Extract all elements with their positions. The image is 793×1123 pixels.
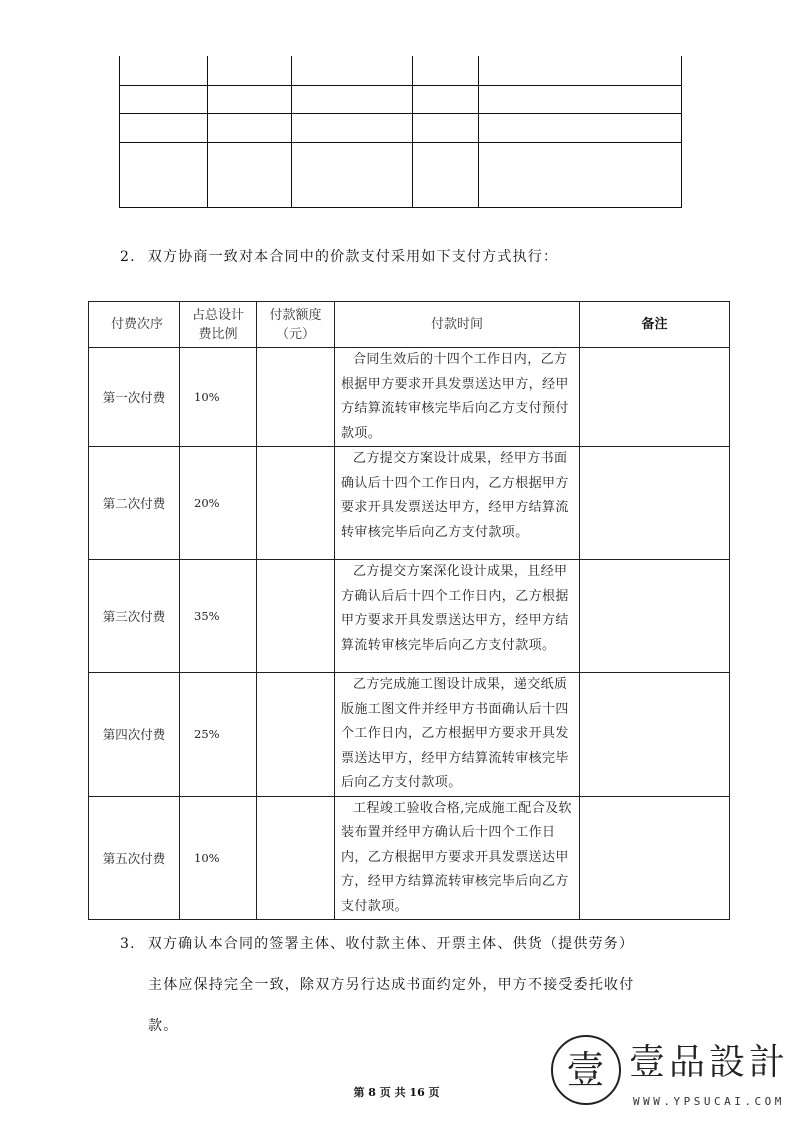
- payment-time: 合同生效后的十四个工作日内，乙方根据甲方要求开具发票送达甲方，经甲方结算流转审核完毕后向乙方支付预付款项。: [335, 348, 580, 447]
- payment-amount: [257, 560, 335, 673]
- payment-amount: [257, 673, 335, 797]
- header-amount: 付款额度（元）: [257, 302, 335, 348]
- table-row: [89, 796, 730, 920]
- table-row: [89, 560, 730, 673]
- payment-time: 乙方提交方案设计成果，经甲方书面确认后十四个工作日内，乙方根据甲方要求开具发票送达甲方，经甲方结算流转审核完毕后向乙方支付款项。: [335, 447, 580, 560]
- table-row: [89, 348, 730, 447]
- clause-2-number: 2.: [120, 249, 136, 265]
- watermark-url: WWW.YPSUCAI.COM: [633, 1095, 785, 1108]
- payment-time: 乙方完成施工图设计成果，递交纸质版施工图文件并经甲方书面确认后十四个工作日内，乙方根据甲方要求开具发票送达甲方，经甲方结算流转审核完毕后向乙方支付款项。: [335, 673, 580, 797]
- previous-table-continuation: [119, 56, 682, 208]
- clause-3-text-line-2: 主体应保持完全一致，除双方另行达成书面约定外，甲方不接受委托收付: [148, 977, 635, 993]
- payment-order: 第一次付费: [89, 348, 180, 447]
- payment-remark: [580, 348, 730, 447]
- payment-order: 第四次付费: [89, 673, 180, 797]
- payment-remark: [580, 673, 730, 797]
- clause-3-number: 3.: [120, 936, 136, 952]
- table-row: [89, 447, 730, 560]
- clause-2-text: 双方协商一致对本合同中的价款支付采用如下支付方式执行：: [147, 249, 559, 265]
- payment-remark: [580, 796, 730, 920]
- seal-glyph: 壹: [566, 1048, 605, 1092]
- payment-order: 第五次付费: [89, 796, 180, 920]
- header-ratio: 占总设计费比例: [180, 302, 257, 348]
- page-footer: 第 8 页 共 16 页: [353, 1086, 440, 1099]
- table-row: [89, 673, 730, 797]
- header-order: 付费次序: [89, 302, 180, 348]
- payment-amount: [257, 796, 335, 920]
- payment-amount: [257, 348, 335, 447]
- payment-ratio: 35%: [180, 560, 257, 673]
- payment-amount: [257, 447, 335, 560]
- payment-ratio: 10%: [180, 348, 257, 447]
- payment-order: 第三次付费: [89, 560, 180, 673]
- seal-icon: [551, 1035, 621, 1105]
- payment-ratio: 25%: [180, 673, 257, 797]
- payment-remark: [580, 560, 730, 673]
- watermark-logo: [547, 1033, 790, 1115]
- clause-3-text-line-3: 款。: [148, 1018, 179, 1034]
- payment-remark: [580, 447, 730, 560]
- clause-3-text-line-1: 双方确认本合同的签署主体、收付款主体、开票主体、供货（提供劳务）: [147, 936, 635, 952]
- watermark-brand: 壹品設計: [629, 1042, 790, 1083]
- payment-time: 工程竣工验收合格,完成施工配合及软装布置并经甲方确认后十四个工作日内，乙方根据甲方要求开具发票送达甲方，经甲方结算流转审核完毕后向乙方支付款项。: [335, 796, 580, 920]
- payment-order: 第二次付费: [89, 447, 180, 560]
- payment-schedule-table: [88, 301, 730, 920]
- clause-2: [120, 246, 558, 268]
- payment-ratio: 20%: [180, 447, 257, 560]
- payment-time: 乙方提交方案深化设计成果，且经甲方确认后后十四个工作日内，乙方根据甲方要求开具发票送达甲方，经甲方结算流转审核完毕后向乙方支付款项。: [335, 560, 580, 673]
- payment-ratio: 10%: [180, 796, 257, 920]
- clause-3-line-1: [120, 933, 634, 955]
- header-remark: 备注: [580, 302, 730, 348]
- header-time: 付款时间: [335, 302, 580, 348]
- payment-table-header-row: [89, 302, 730, 348]
